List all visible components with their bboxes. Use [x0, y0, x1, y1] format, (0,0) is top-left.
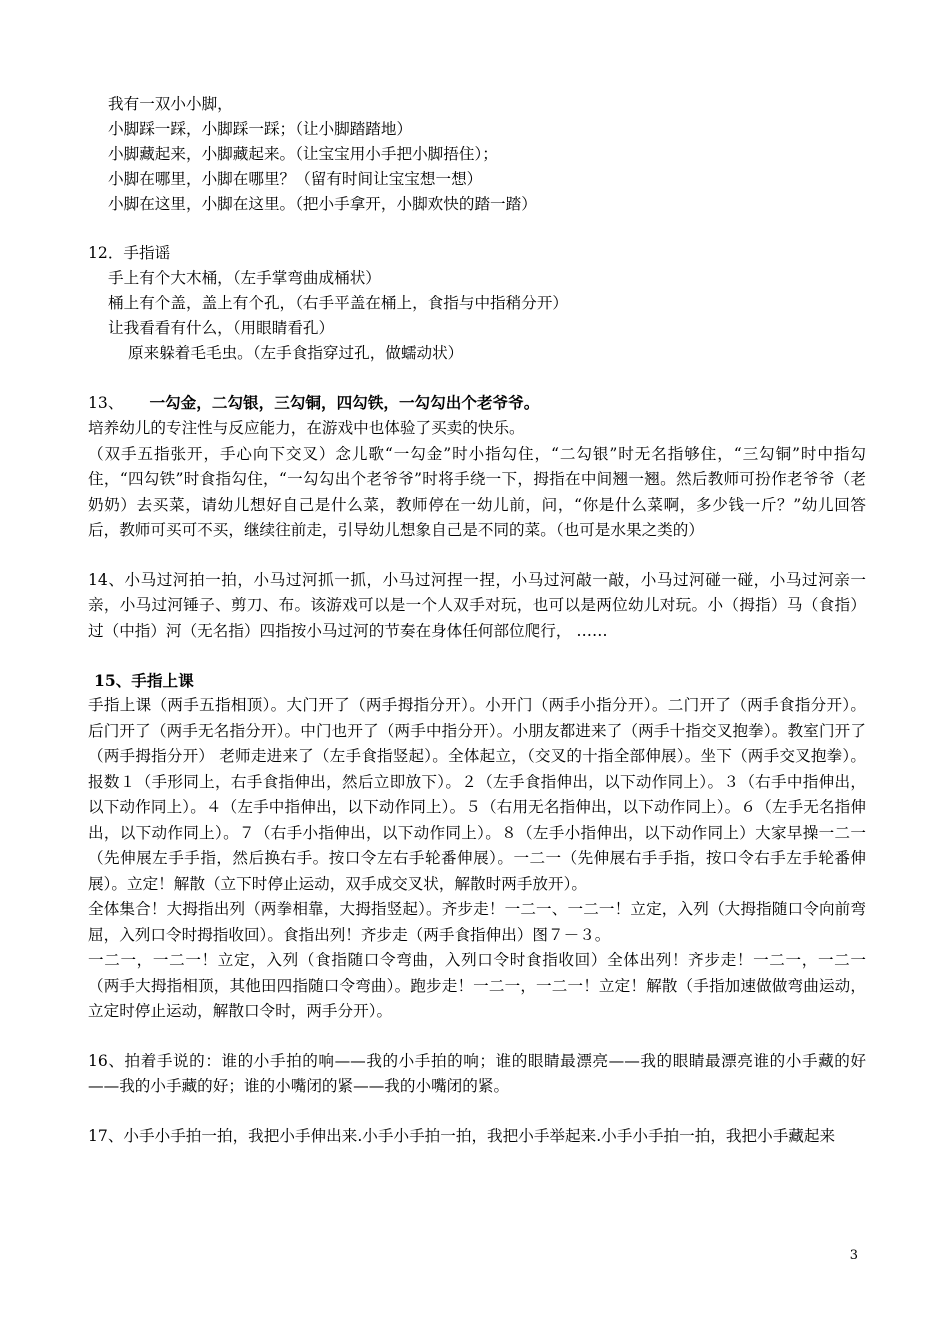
spacer	[88, 1100, 866, 1124]
section-14-text: 14、小马过河拍一拍，小马过河抓一抓，小马过河捏一捏，小马过河敲一敲，小马过河碰一碰，小马过河亲一亲，小马过河锤子、剪刀、布。该游戏可以是一个人双手对玩，也可以是两位幼儿对玩。小（拇指）马（食指）过（中指）河（无名指）四指按小马过河的节奏在身体任何部位爬行， ……	[88, 570, 866, 640]
section-12	[88, 241, 866, 366]
section-13-number: 13、	[88, 394, 124, 412]
spacer	[88, 644, 866, 668]
spacer	[88, 544, 866, 568]
rhyme-line: 手上有个大木桶，（左手掌弯曲成桶状）	[108, 269, 381, 287]
rhyme-line: 让我看看有什么，（用眼睛看孔）	[108, 319, 335, 337]
section-15	[88, 668, 866, 1025]
page-number: 3	[849, 1248, 858, 1263]
section-13-body: （双手五指张开，手心向下交叉）念儿歌“一勾金”时小指勾住，“二勾银”时无名指够住，“三勾铜”时中指勾住，“四勾铁”时食指勾住，“一勾勾出个老爷爷”时将手绕一下，拇指在中间翘一翘。然后教师可扮作老爷爷（老奶奶）去买菜，请幼儿想好自己是什么菜，教师停在一幼儿前，问，“你是什么菜啊，多少钱一斤？”幼儿回答后，教师可买可不买，继续往前走，引导幼儿想象自己是不同的菜。（也可是水果之类的）	[88, 444, 866, 539]
section-14	[88, 568, 866, 645]
section-17	[88, 1124, 866, 1150]
section-15-para: 一二一，一二一！立定，入列（食指随口令弯曲，入列口令时食指收回）全体出列！齐步走！一二一，一二一（两手大拇指相顶，其他田四指随口令弯曲）。跑步走！一二一，一二一！立定！解散（手指加速做做弯曲运动，立定时停止运动，解散口令时，两手分开）。	[88, 951, 866, 1020]
section-15-para: 手指上课（两手五指相顶）。大门开了（两手拇指分开）。小开门（两手小指分开）。二门开了（两手食指分开）。 后门开了（两手无名指分开）。中门也开了（两手中指分开）。小朋友都进来了（两手十指交叉抱拳）。教室门开了（两手拇指分开） 老师走进来了（左手食指竖起）。全体起立，（交叉的十指全部伸展）。坐下（两手交叉抱拳）。 报数１（手形同上，右手食指伸出，然后立即放下）。２（左手食指伸出，以下动作同上）。３（右手中指伸出，以下动作同上）。４（左手中指伸出，以下动作同上）。５（右用无名指伸出，以下动作同上）。６（左手无名指伸出，以下动作同上）。７（右手小指伸出，以下动作同上）。８（左手小指伸出，以下动作同上）大家早操一二一（先伸展左手手指，然后换右手。按口令左右手轮番伸展）。一二一（先伸展右手手指，按口令右手左手轮番伸展）。立定！解散（立下时停止运动，双手成交叉状，解散时两手放开）。	[88, 696, 866, 893]
section-15-para: 全体集合！大拇指出列（两拳相靠，大拇指竖起）。齐步走！一二一、一二一！立定，入列（大拇指随口令向前弯屈，入列口令时拇指收回）。食指出列！齐步走（两手食指伸出）图７－３。	[88, 900, 866, 944]
song-line: 小脚藏起来，小脚藏起来。（让宝宝用小手把小脚捂住）；	[108, 145, 498, 163]
section-12-title: 12．手指谣	[88, 244, 171, 262]
song-line: 小脚在哪里，小脚在哪里？（留有时间让宝宝想一想）	[108, 170, 483, 188]
spacer	[88, 217, 866, 241]
section-13	[88, 390, 866, 544]
rhyme-line: 桶上有个盖，盖上有个孔，（右手平盖在桶上，食指与中指稍分开）	[108, 294, 569, 312]
section-16-text: 16、拍着手说的：谁的小手拍的响——我的小手拍的响；谁的眼睛最漂亮——我的眼睛最漂亮谁的小手藏的好——我的小手藏的好；谁的小嘴闭的紧——我的小嘴闭的紧。	[88, 1051, 866, 1095]
section-13-title: 一勾金，二勾银，三勾铜，四勾铁，一勾勾出个老爷爷。	[149, 393, 540, 412]
spacer	[88, 1025, 866, 1049]
rhyme-line: 原来躲着毛毛虫。（左手食指穿过孔，做蠕动状）	[128, 344, 464, 362]
song-line: 小脚在这里，小脚在这里。（把小手拿开，小脚欢快的踏一踏）	[108, 195, 537, 213]
song-line: 小脚踩一踩，小脚踩一踩；（让小脚踏踏地）	[108, 120, 413, 138]
section-17-text: 17、小手小手拍一拍，我把小手伸出来.小手小手拍一拍，我把小手举起来.小手小手拍一拍，我把小手藏起来	[88, 1126, 836, 1145]
section-13-intro: 培养幼儿的专注性与反应能力，在游戏中也体验了买卖的快乐。	[88, 419, 525, 437]
feet-song	[88, 92, 866, 217]
document-page	[88, 92, 866, 1149]
section-15-title: 15、手指上课	[94, 671, 194, 690]
section-16	[88, 1049, 866, 1100]
spacer	[88, 366, 866, 390]
song-line: 我有一双小小脚，	[108, 95, 233, 113]
